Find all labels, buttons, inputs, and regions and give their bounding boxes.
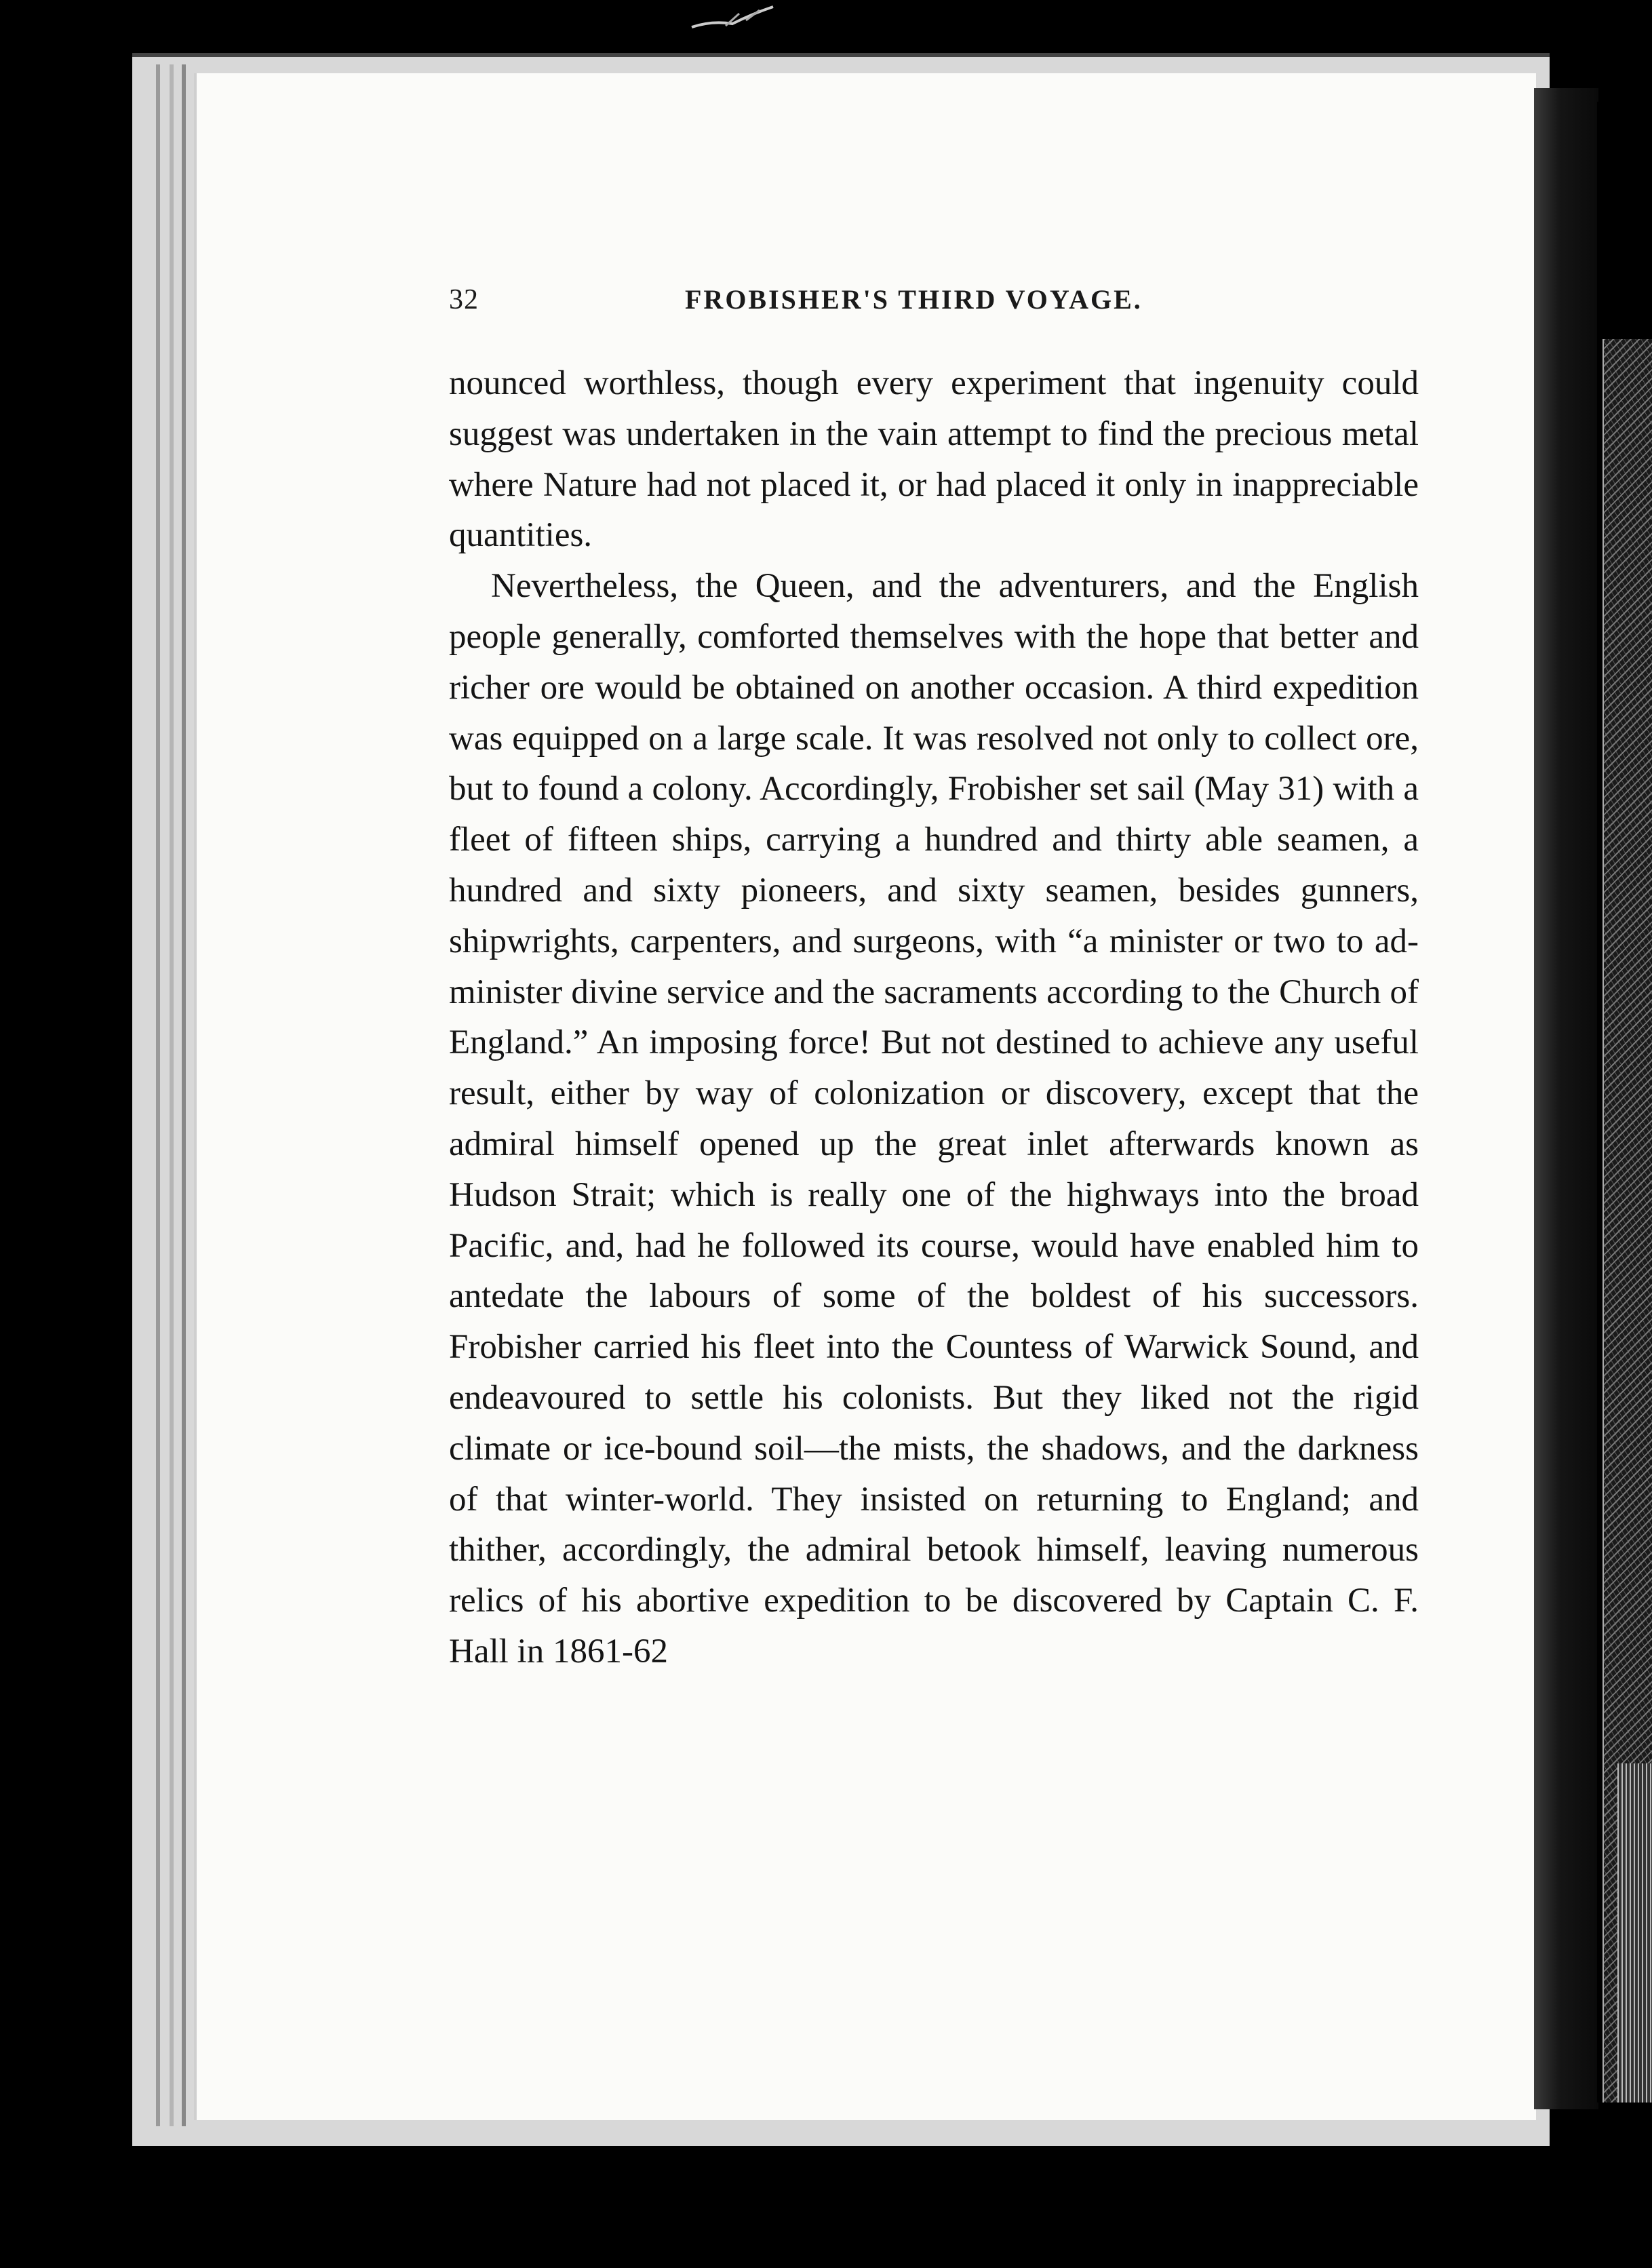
page-edge-line: [170, 64, 174, 2126]
page-edge-line: [182, 64, 186, 2126]
body-text: [449, 358, 1419, 1677]
paragraph: nounced worthless, though every experiment that ingenuity could suggest was undertaken in the vain attempt to find the precious metal where Nature had not placed it, or had placed it only in inappreciable quantities.: [449, 364, 1419, 555]
facing-page-illustration: [1597, 102, 1652, 2103]
scan-artifact-mark: [685, 0, 793, 41]
running-head-title: FROBISHER'S THIRD VOYAGE.: [685, 284, 1143, 315]
engraving-detail: [1617, 1763, 1652, 2103]
paragraph: Nevertheless, the Queen, and the adventurers, and the English people generally, comforted themselves with the hope that better and richer ore would be obtained on another occasion. A third expedition was equipped on a large scale. It was resolved not only to collect ore, but to found a colony. Accordingly, Frobisher set sail (May 31) with a fleet of fifteen ships, carrying a hundred and thirty able seamen, a hundred and sixty pioneers, and sixty seamen, besides gunners, shipwrights, carpenters, and surgeons, with “a minister or two to administer divine service and the sacraments according to the Church of England.” An imposing force! But not destined to achieve any useful result, either by way of colonization or discovery, except that the admiral himself opened up the great inlet afterwards known as Hudson Strait; which is really one of the highways into the broad Pacific, and, had he followed its course, would have enabled him to antedate the labours of some of the boldest of his successors. Frobisher carried his fleet into the Countess of Warwick Sound, and endeavoured to settle his colonists. But they liked not the rigid climate or ice-bound soil—the mists, the shadows, and the darkness of that winter-world. They insisted on returning to England; and thither, accordingly, the admiral betook himself, leaving numerous relics of his abortive expedition to be discovered by Captain C. F. Hall in 1861-62: [449, 567, 1419, 1670]
book-gutter: [1534, 88, 1598, 2109]
page-number: 32: [449, 284, 479, 315]
page-edge-line: [156, 64, 160, 2126]
